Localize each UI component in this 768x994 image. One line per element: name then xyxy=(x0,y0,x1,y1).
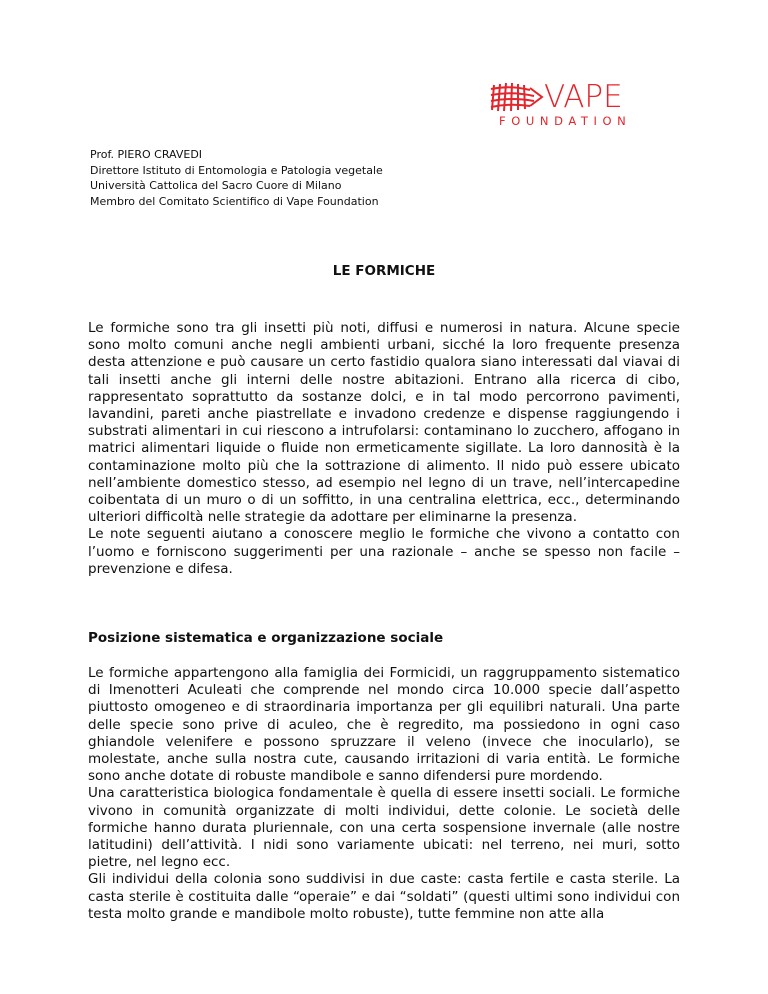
author-block xyxy=(90,147,383,209)
globe-grid-icon xyxy=(490,82,546,112)
document-title: LE FORMICHE xyxy=(332,263,436,279)
section-paragraph-2: Una caratteristica biologica fondamentale è quella di essere insetti sociali. Le formiche vivono in comunità organizzate di molti individui, dette colonie. Le società delle formiche hanno durata pluriennale, con una certa sospensione invernale (alle nostre latitudini) dell’attività. I nidi sono variamente ubicati: nel terreno, nei muri, sotto pietre, nel legno ecc. xyxy=(88,785,680,871)
intro-paragraph-2: Le note seguenti aiutano a conoscere meglio le formiche che vivono a contatto con l’uomo e forniscono suggerimenti per una razionale – anche se spesso non facile – prevenzione e difesa. xyxy=(88,526,680,577)
section-paragraph-3: Gli individui della colonia sono suddivisi in due caste: casta fertile e casta sterile. La casta sterile è costituita dalle “operaie” e dai “soldati” (questi ultimi sono individui con testa molto grande e mandibole molto robuste), tutte femmine non atte alla xyxy=(88,871,680,922)
author-membership: Membro del Comitato Scientifico di Vape Foundation xyxy=(90,194,379,208)
author-university: Università Cattolica del Sacro Cuore di Milano xyxy=(90,179,342,192)
author-role: Direttore Istituto di Entomologia e Patologia vegetale xyxy=(90,163,383,177)
intro-paragraph-1: Le formiche sono tra gli insetti più noti, diffusi e numerosi in natura. Alcune specie sono molto comuni anche negli ambienti urbani, sicché la loro frequente presenza desta attenzione e può causare un certo fastidio qualora siano interessati dal viavai di tali insetti anche gli interni delle nostre abitazioni. Entrano alla ricerca di cibo, rappresentato soprattutto da sostanze dolci, e in tal modo percorrono pavimenti, lavandini, pareti anche piastrellate e invadono credenze e dispense raggiungendo i substrati alimentari in cui riescono a intrufolarsi: contaminano lo zucchero, affogano in matrici alimentari liquide o fluide non ermeticamente sigillate. La loro dannosità è la contaminazione molto più che la sottrazione di alimento. Il nido può essere ubicato nell’ambiente domestico stesso, ad esempio nel legno di un trave, nell’intercapedine coibentata di un muro o di un soffitto, in una centralina elettrica, ecc., determinando ulteriori difficoltà nelle strategie da adottare per eliminarne la presenza. xyxy=(88,320,680,526)
section-body xyxy=(88,665,680,923)
section-paragraph-1: Le formiche appartengono alla famiglia dei Formicidi, un raggruppamento sistematico di Imenotteri Aculeati che comprende nel mondo circa 10.000 specie dall’aspetto piuttosto omogeneo e di straordinaria importanza per gli equilibri naturali. Una parte delle specie sono prive di aculeo, che è regredito, ma possiedono in ogni caso ghiandole velenifere e possono spruzzare il veleno (invece che inocularlo), se molestate, anche sulla nostra cute, causando irritazioni di varia entità. Le formiche sono anche dotate di robuste mandibole e sanno difendersi pure mordendo. xyxy=(88,665,680,785)
section-heading: Posizione sistematica e organizzazione sociale xyxy=(88,630,444,646)
logo-wordmark: VAPE xyxy=(544,79,623,115)
intro-section xyxy=(88,320,680,578)
author-name: Prof. PIERO CRAVEDI xyxy=(90,148,203,161)
logo-subtitle: FOUNDATION xyxy=(499,114,632,128)
vape-foundation-logo xyxy=(490,80,650,132)
